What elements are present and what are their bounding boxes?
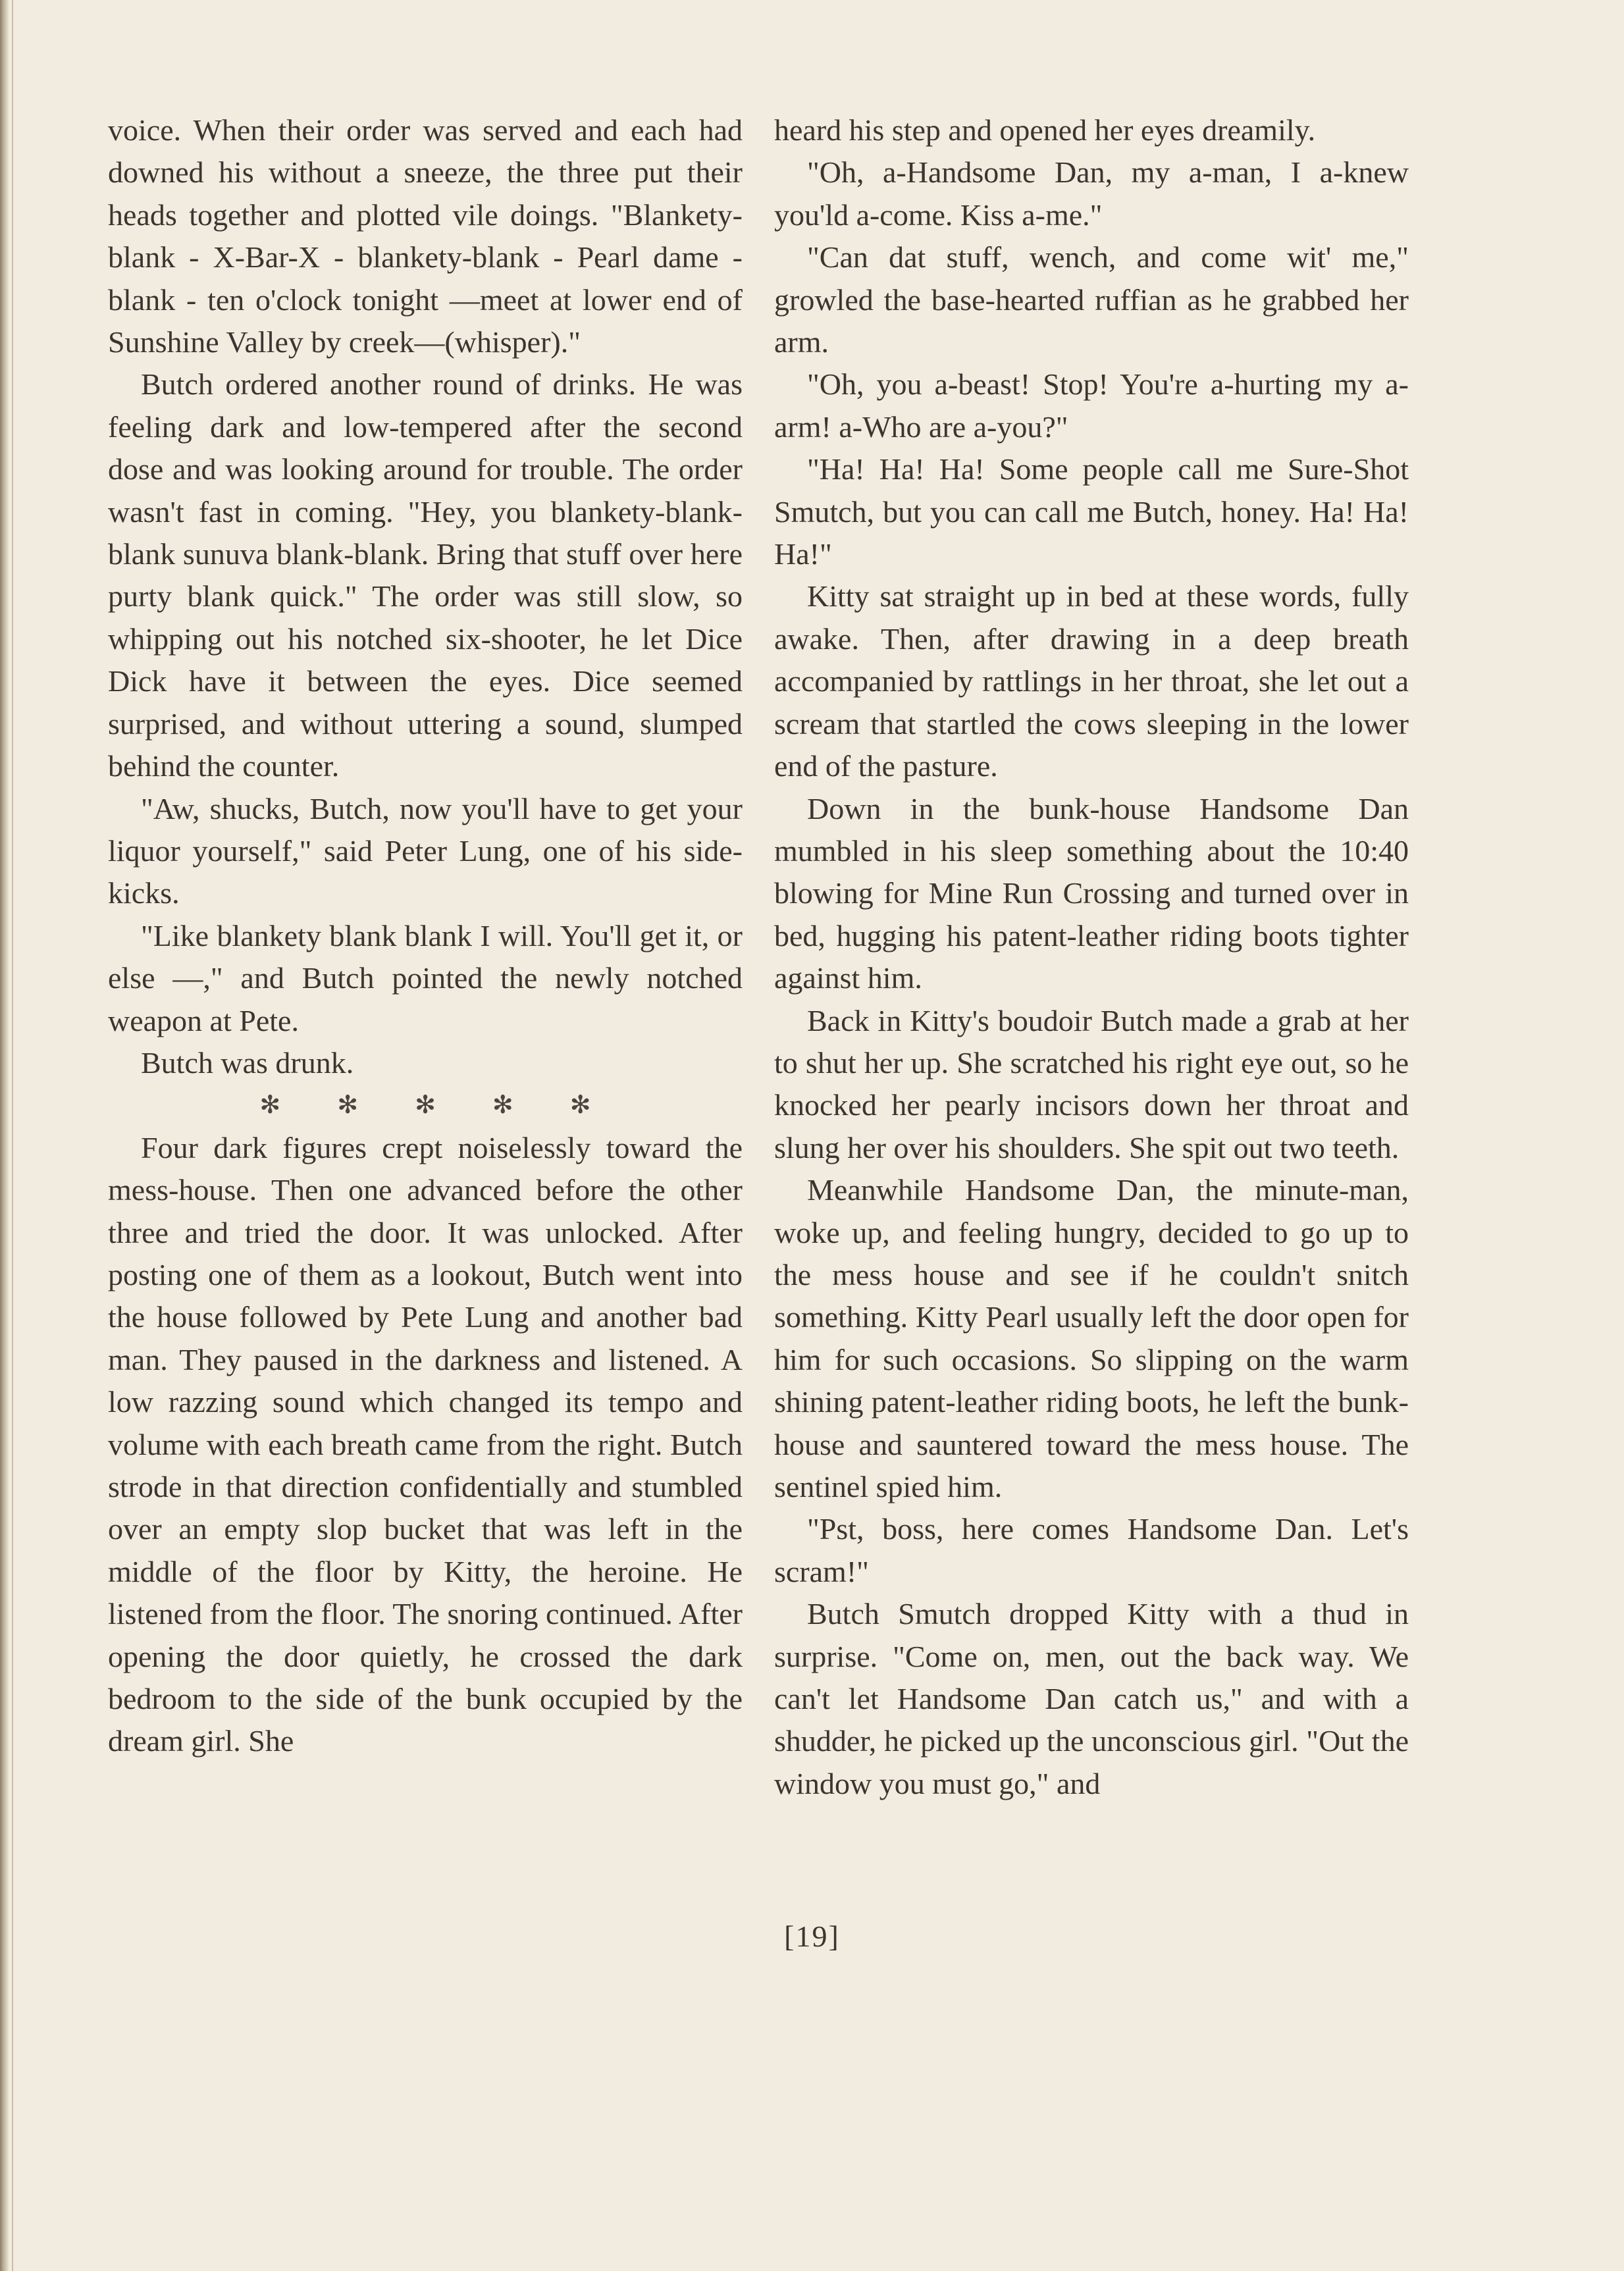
paragraph: Butch ordered another round of drinks. He was feeling dark and low-tempered after the second dose and was looking around for trouble. The order wasn't fast in coming. "Hey, you blankety-blank-blank sunuva blank-blank. Bring that stuff over here purty blank quick." The order was still slow, so whipping out his notched six-shooter, he let Dice Dick have it between the eyes. Dice seemed surprised, and without uttering a sound, slumped behind the counter.: [108, 367, 743, 783]
paragraph: Butch was drunk.: [141, 1045, 354, 1080]
page-number: [19]: [784, 1919, 840, 1953]
paragraph: heard his step and opened her eyes dreamily.: [774, 113, 1316, 147]
paragraph: "Aw, shucks, Butch, now you'll have to get your liquor yourself," said Peter Lung, one of his side-kicks.: [108, 791, 743, 910]
paragraph: "Oh, you a-beast! Stop! You're a-hurting my a-arm! a-Who are a-you?": [774, 367, 1409, 444]
paragraph: Kitty sat straight up in bed at these words, fully awake. Then, after drawing in a deep breath accompanied by rattlings in her throat, she let out a scream that startled the cows sleeping in the lower end of the pasture.: [774, 579, 1409, 783]
paragraph: voice. When their order was served and each had downed his without a sneeze, the three put their heads together and plotted vile doings. "Blankety-blank - X-Bar-X - blankety-blank - Pearl dame - blank - ten o'clock tonight —meet at lower end of Sunshine Valley by creek—(whisper).": [108, 113, 743, 359]
paragraph: Back in Kitty's boudoir Butch made a grab at her to shut her up. She scratched his right eye out, so he knocked her pearly incisors down her throat and slung her over his shoulders. She spit out two teeth.: [774, 1003, 1409, 1164]
paragraph: "Can dat stuff, wench, and come wit' me," growled the base-hearted ruffian as he grabbed her arm.: [774, 240, 1409, 359]
paragraph: Meanwhile Handsome Dan, the minute-man, woke up, and feeling hungry, decided to go up to the mess house and see if he couldn't snitch something. Kitty Pearl usually left the door open for him for such occasions. So slipping on the warm shining patent-leather riding boots, he left the bunk-house and sauntered toward the mess house. The sentinel spied him.: [774, 1173, 1409, 1503]
right-text-column: [774, 109, 1409, 1805]
paragraph: Four dark figures crept noiselessly toward the mess-house. Then one advanced before the other three and tried the door. It was unlocked. After posting one of them as a lookout, Butch went into the house followed by Pete Lung and another bad man. They paused in the darkness and listened. A low razzing sound which changed its tempo and volume with each breath came from the right. Butch strode in that direction confidentially and stumbled over an empty slop bucket that was left in the middle of the floor by Kitty, the heroine. He listened from the floor. The snoring continued. After opening the door quietly, he crossed the dark bedroom to the side of the bunk occupied by the dream girl. She: [108, 1130, 743, 1758]
paragraph: Butch Smutch dropped Kitty with a thud in surprise. "Come on, men, out the back way. We can't let Handsome Dan catch us," and with a shudder, he picked up the unconscious girl. "Out the window you must go," and: [774, 1597, 1409, 1800]
paragraph: "Pst, boss, here comes Handsome Dan. Let's scram!": [774, 1512, 1409, 1588]
paragraph: "Ha! Ha! Ha! Some people call me Sure-Shot Smutch, but you can call me Butch, honey. Ha! Ha! Ha!": [774, 452, 1409, 571]
paragraph: "Oh, a-Handsome Dan, my a-man, I a-knew you'ld a-come. Kiss a-me.": [774, 155, 1409, 232]
left-text-column: [108, 109, 743, 1763]
paragraph: Down in the bunk-house Handsome Dan mumbled in his sleep something about the 10:40 blowing for Mine Run Crossing and turned over in bed, hugging his patent-leather riding boots tighter against him.: [774, 791, 1409, 995]
section-break-asterisks: ✻✻✻✻✻: [259, 1091, 648, 1120]
paragraph: "Like blankety blank blank I will. You'll get it, or else —," and Butch pointed the newly notched weapon at Pete.: [108, 918, 743, 1037]
